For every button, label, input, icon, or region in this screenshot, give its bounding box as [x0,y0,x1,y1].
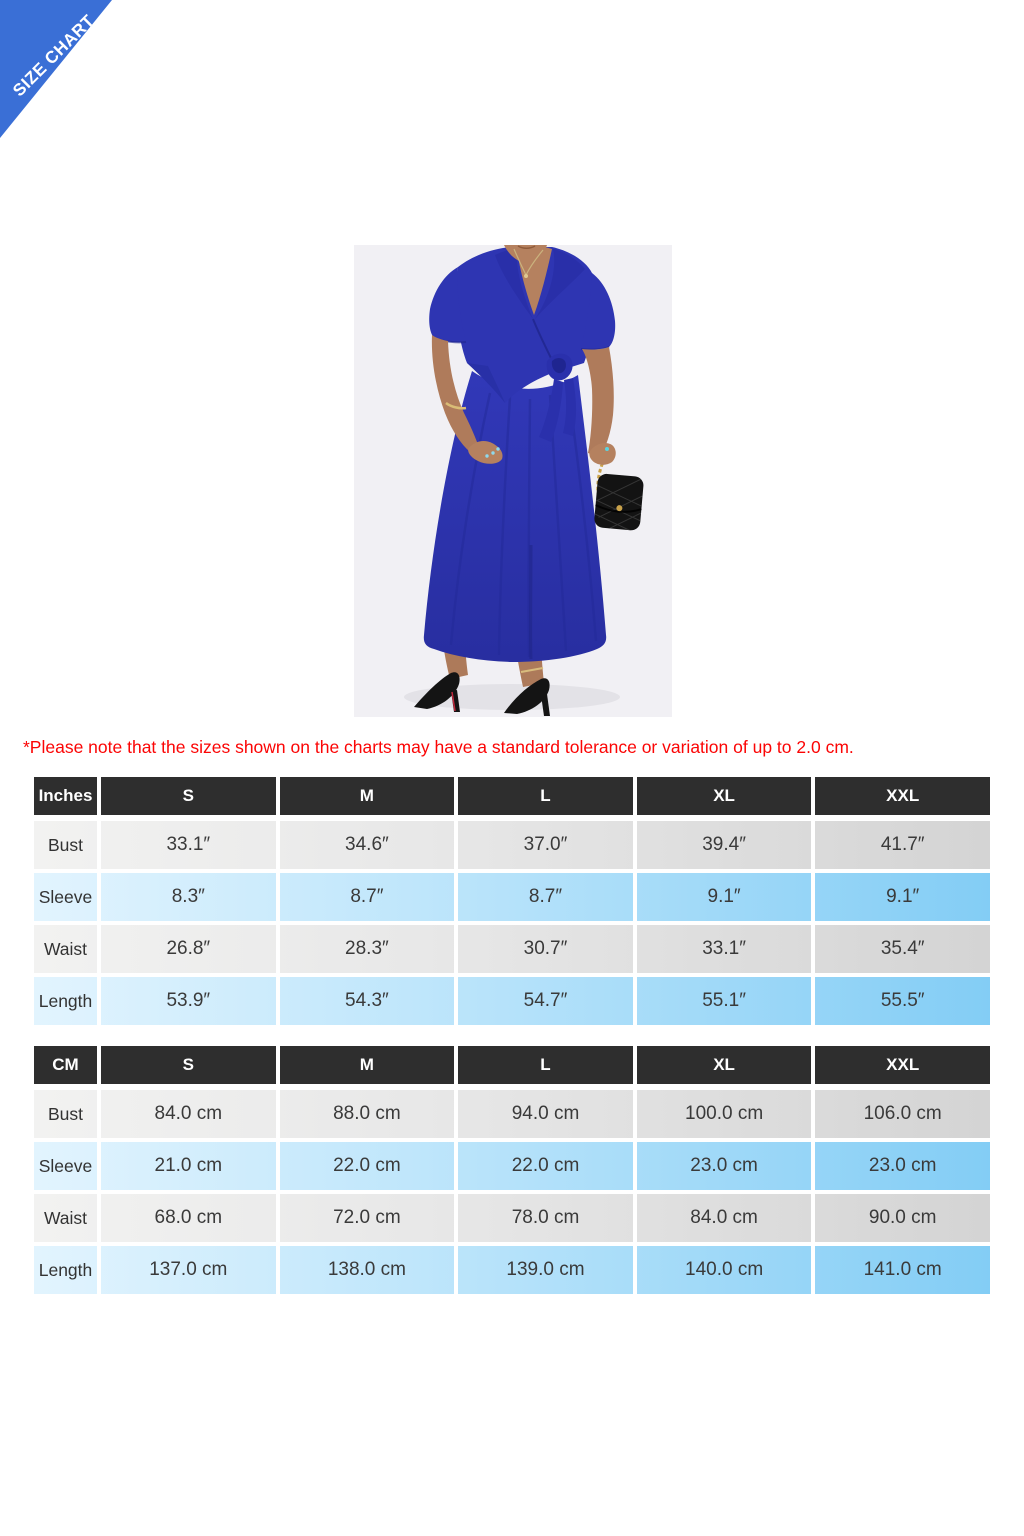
size-value: 37.0″ [454,821,633,869]
size-value: 78.0 cm [454,1194,633,1242]
size-chart-ribbon [0,0,150,150]
tolerance-note: *Please note that the sizes shown on the charts may have a standard tolerance or variation of up to 2.0 cm. [23,737,854,757]
size-value: 23.0 cm [633,1142,812,1190]
size-value: 22.0 cm [276,1142,455,1190]
size-value: 72.0 cm [276,1194,455,1242]
size-value: 100.0 cm [633,1090,812,1138]
size-value: 33.1″ [97,821,276,869]
row-label: Length [38,1259,93,1280]
size-value: 137.0 cm [97,1246,276,1294]
size-value: 21.0 cm [97,1142,276,1190]
size-value: 9.1″ [811,873,990,921]
ribbon-label: SIZE CHART [9,11,99,101]
necklace-pendant [524,274,528,278]
size-value: 55.5″ [811,977,990,1025]
table-row-sleeve [34,873,990,921]
size-value: 54.7″ [454,977,633,1025]
size-value: 140.0 cm [633,1246,812,1294]
size-value: 22.0 cm [454,1142,633,1190]
row-label: Sleeve [38,1155,93,1176]
size-table-inches [34,777,990,1029]
size-value: 141.0 cm [811,1246,990,1294]
row-label: Waist [43,1207,88,1228]
dress-illustration [354,245,672,717]
col-header-xl: XL [633,777,812,815]
row-label: Bust [47,1103,84,1124]
col-header-m: M [276,777,455,815]
size-value: 8.3″ [97,873,276,921]
row-label: Length [38,990,93,1011]
size-value: 88.0 cm [276,1090,455,1138]
row-label: Waist [43,938,88,959]
table-header-row [34,1046,990,1084]
row-label: Bust [47,834,84,855]
size-value: 28.3″ [276,925,455,973]
col-header-s: S [97,1046,276,1084]
teal-nail [605,447,609,451]
size-value: 39.4″ [633,821,812,869]
unit-header-cell: CM [52,1055,79,1074]
table-row-length [34,977,990,1025]
table-header-row [34,777,990,815]
size-table-cm [34,1046,990,1298]
col-header-xxl: XXL [811,1046,990,1084]
size-value: 139.0 cm [454,1246,633,1294]
col-header-s: S [97,777,276,815]
size-value: 23.0 cm [811,1142,990,1190]
size-value: 55.1″ [633,977,812,1025]
size-value: 84.0 cm [633,1194,812,1242]
col-header-m: M [276,1046,455,1084]
table-row-bust [34,821,990,869]
size-value: 35.4″ [811,925,990,973]
col-header-l: L [454,777,633,815]
product-photo [354,245,672,717]
size-value: 8.7″ [454,873,633,921]
col-header-xxl: XXL [811,777,990,815]
size-value: 9.1″ [633,873,812,921]
size-value: 90.0 cm [811,1194,990,1242]
size-value: 68.0 cm [97,1194,276,1242]
table-row-bust [34,1090,990,1138]
size-value: 138.0 cm [276,1246,455,1294]
table-row-waist [34,1194,990,1242]
size-value: 34.6″ [276,821,455,869]
unit-header-cell: Inches [38,786,93,805]
size-value: 54.3″ [276,977,455,1025]
table-row-length [34,1246,990,1294]
size-value: 8.7″ [276,873,455,921]
size-value: 41.7″ [811,821,990,869]
size-value: 30.7″ [454,925,633,973]
size-value: 33.1″ [633,925,812,973]
row-label: Sleeve [38,886,93,907]
size-value: 26.8″ [97,925,276,973]
table-row-sleeve [34,1142,990,1190]
size-value: 106.0 cm [811,1090,990,1138]
table-row-waist [34,925,990,973]
col-header-l: L [454,1046,633,1084]
size-value: 84.0 cm [97,1090,276,1138]
size-value: 53.9″ [97,977,276,1025]
size-value: 94.0 cm [454,1090,633,1138]
col-header-xl: XL [633,1046,812,1084]
